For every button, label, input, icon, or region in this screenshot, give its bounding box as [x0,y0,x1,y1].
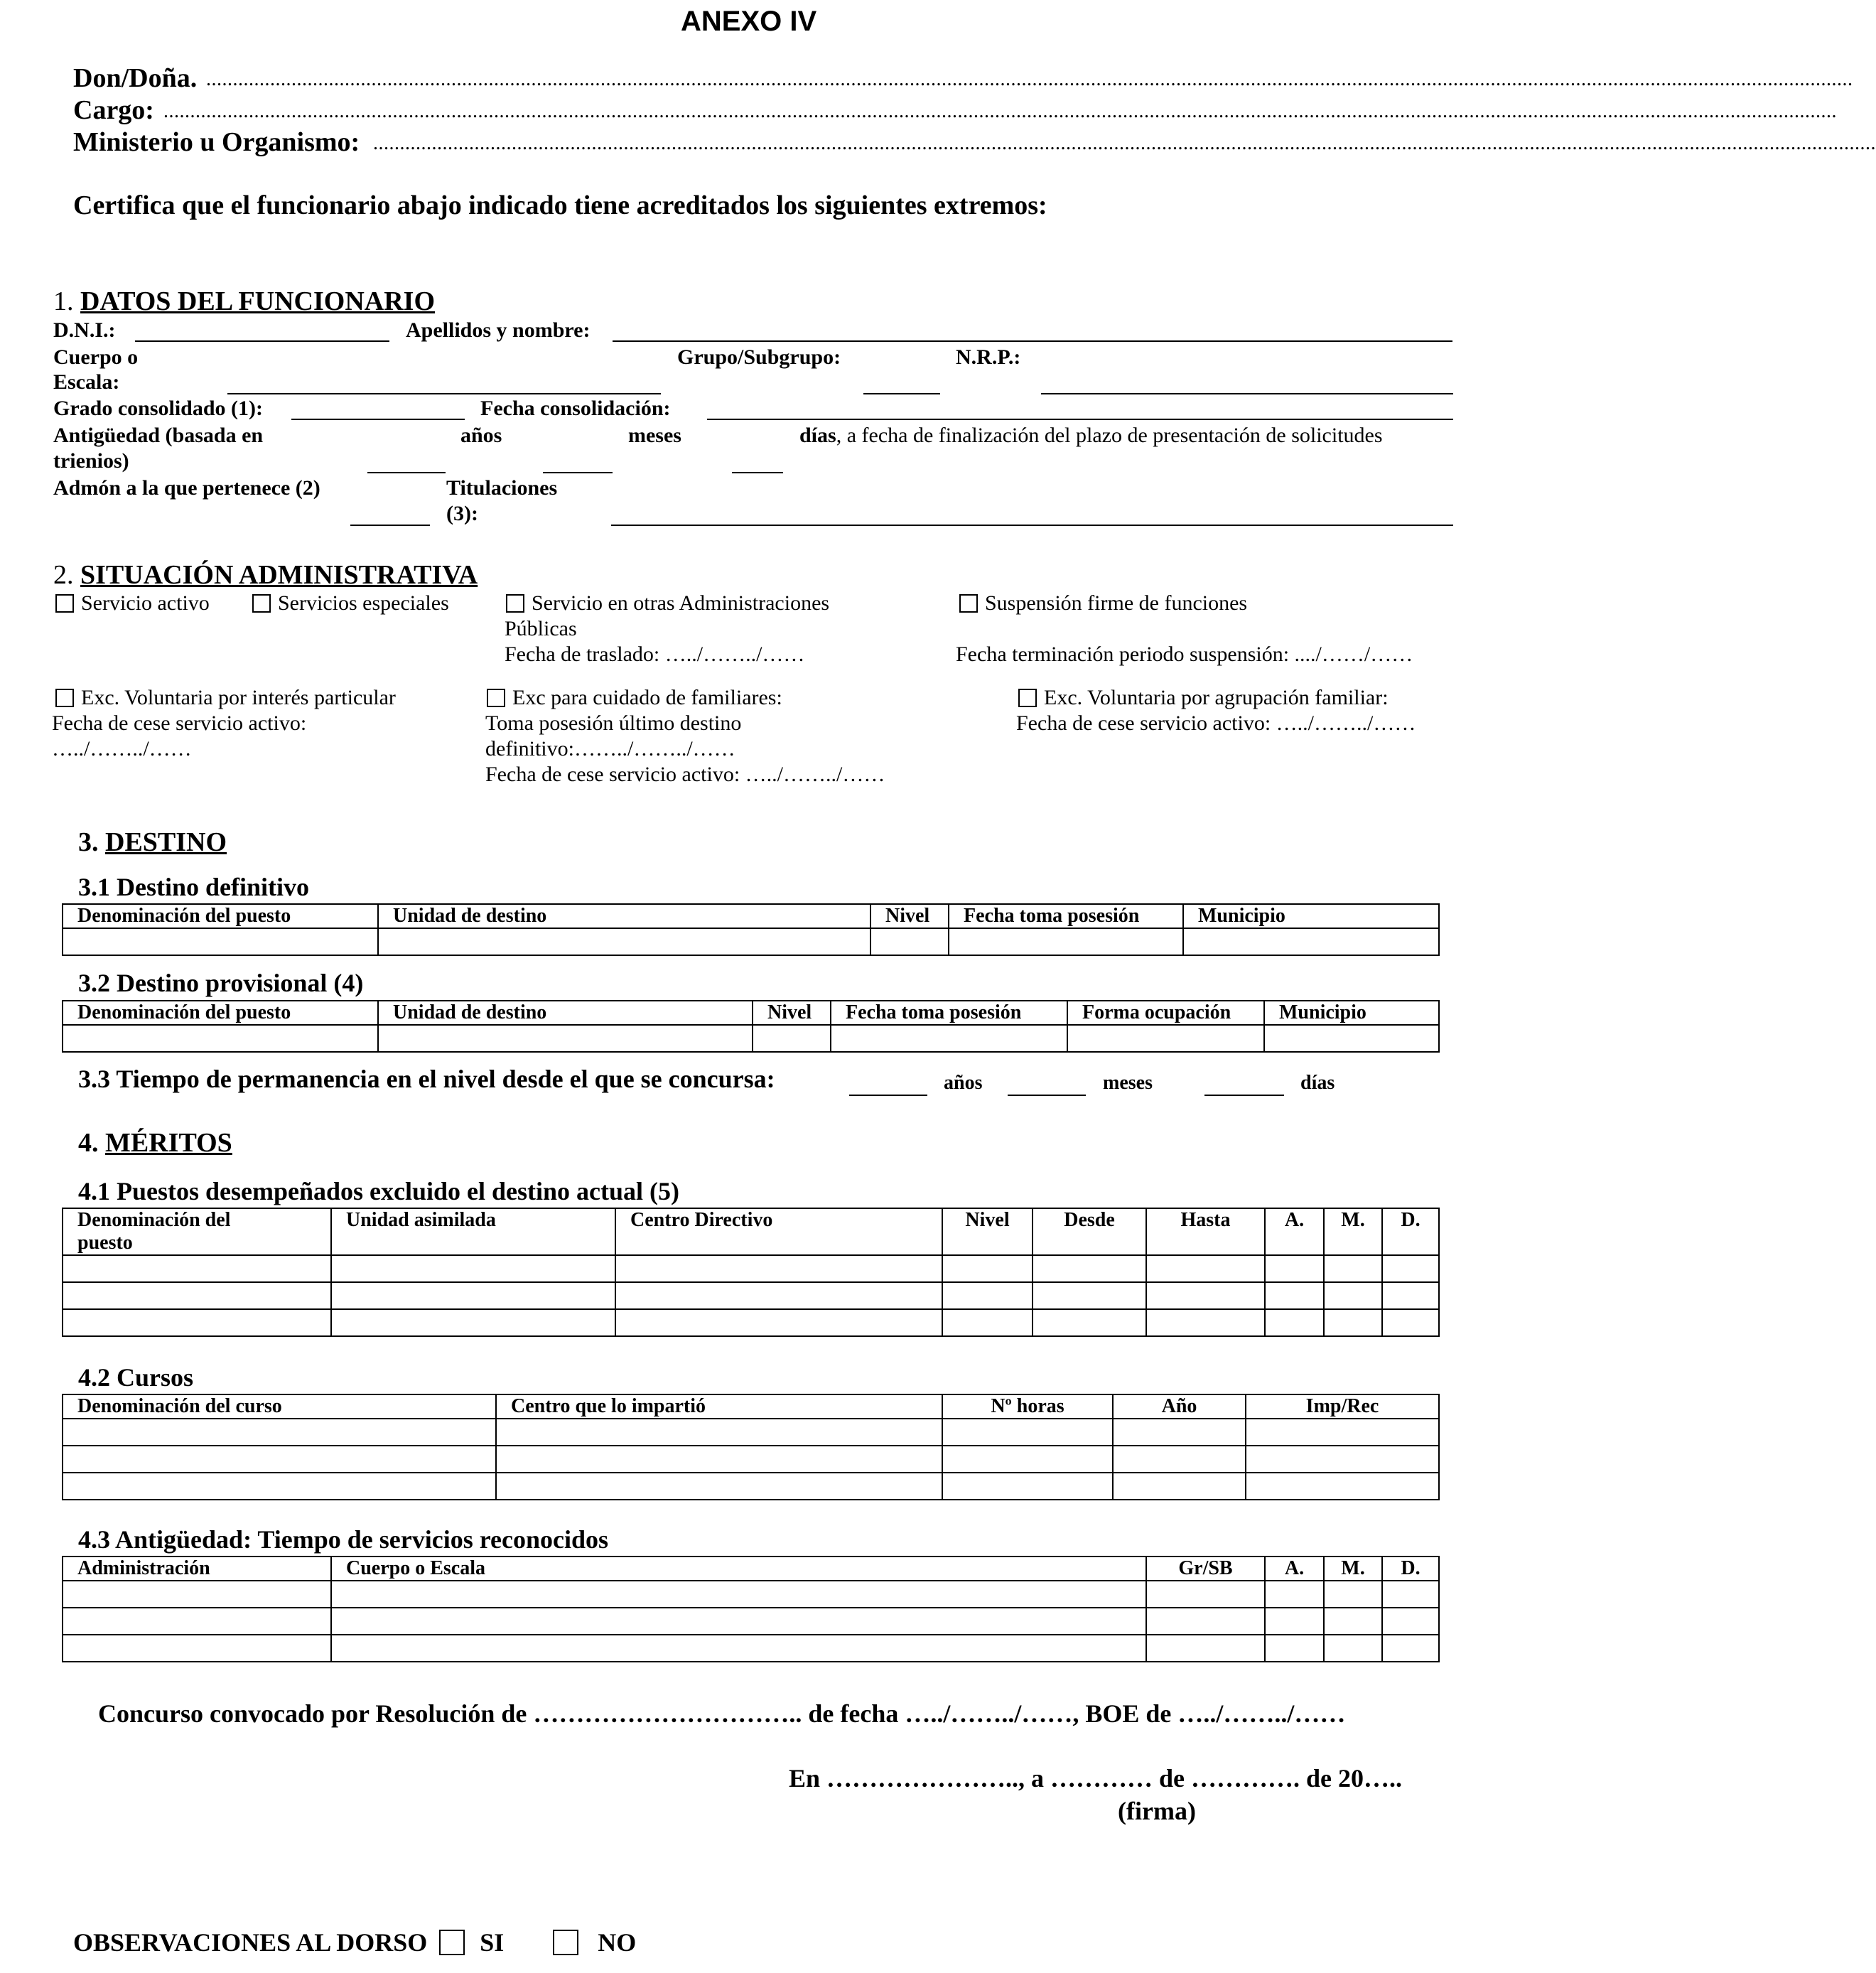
firma-label: (firma) [1118,1797,1196,1825]
table-cell[interactable] [331,1255,615,1282]
table-cell[interactable] [942,1282,1033,1309]
table-cell[interactable] [1382,1635,1439,1662]
column-header: D. [1382,1208,1439,1255]
table-cell[interactable] [942,1473,1113,1500]
table-cell[interactable] [1113,1473,1246,1500]
table-cell[interactable] [331,1581,1146,1608]
don-field[interactable]: ..................................................................................................................................................................................................................................................................................................................... [206,68,1853,90]
column-header: Denominación del puesto [63,1208,331,1255]
table-cell[interactable] [63,1309,331,1336]
table-cell[interactable] [1146,1282,1265,1309]
grado-field[interactable] [291,419,465,420]
titulaciones-label-1: Titulaciones [446,476,558,500]
antiguedad-label-2: trienios) [53,449,129,473]
dias-field[interactable] [732,472,783,473]
table-cell[interactable] [1265,1635,1324,1662]
fecha-cese-2: Fecha de cese servicio activo: …../……../…… [485,763,885,786]
table-cell[interactable] [1265,1255,1324,1282]
column-header: Desde [1033,1208,1146,1255]
column-header: Unidad de destino [378,904,870,928]
puestos-desempenados-heading: 4.1 Puestos desempeñados excluido el destino actual (5) [78,1177,679,1205]
antiguedad-label-1: Antigüedad (basada en [53,424,264,447]
table-cell[interactable] [63,1255,331,1282]
observaciones-label: OBSERVACIONES AL DORSO [73,1928,428,1957]
fecha-traslado: Fecha de traslado: …../……../…… [505,643,805,666]
table-cell[interactable] [942,1309,1033,1336]
table-cell[interactable] [1324,1309,1382,1336]
ministerio-label: Ministerio u Organismo: [73,127,360,157]
cuerpo-label-2: Escala: [53,370,120,394]
option-exc-voluntaria[interactable]: Exc. Voluntaria por interés particular [55,686,396,710]
destino-definitivo-heading: 3.1 Destino definitivo [78,873,310,901]
option-otras-administraciones[interactable]: Servicio en otras Administraciones [506,591,829,615]
cargo-label: Cargo: [73,95,154,125]
column-header: Nº horas [942,1394,1113,1419]
exc-cuidado-checkbox[interactable] [487,689,505,707]
dias-text: días, a fecha de finalización del plazo de presentación de solicitudes [799,424,1383,447]
table-cell[interactable] [331,1608,1146,1635]
permanencia-anos-label: años [944,1072,983,1094]
fecha-suspension: Fecha terminación periodo suspensión: ..../……/…… [956,643,1413,666]
column-header: Cuerpo o Escala [331,1557,1146,1581]
table-cell[interactable] [496,1419,942,1446]
meses-label: meses [628,424,681,447]
cursos-heading: 4.2 Cursos [78,1363,194,1392]
column-header: Denominación del puesto [63,904,378,928]
toma-posesion-1: Toma posesión último destino [485,711,742,735]
grupo-label: Grupo/Subgrupo: [677,345,841,369]
permanencia-label: 3.3 Tiempo de permanencia en el nivel desde el que se concursa: [78,1065,775,1093]
permanencia-dias-field[interactable] [1204,1095,1284,1096]
column-header: Imp/Rec [1246,1394,1439,1419]
column-header: Nivel [942,1208,1033,1255]
table-cell[interactable] [1264,1025,1439,1052]
meses-field[interactable] [543,472,613,473]
table-cell[interactable] [496,1446,942,1473]
observaciones-si-checkbox[interactable] [439,1930,465,1955]
exc-voluntaria-checkbox[interactable] [55,689,74,707]
option-servicio-activo[interactable]: Servicio activo [55,591,210,615]
table-cell[interactable] [1246,1419,1439,1446]
table-cell[interactable] [949,928,1183,955]
table-cell[interactable] [1033,1309,1146,1336]
grado-label: Grado consolidado (1): [53,397,264,420]
table-cell[interactable] [1265,1282,1324,1309]
column-header: Fecha toma posesión [831,1001,1067,1025]
dni-field[interactable] [135,340,389,342]
antiguedad-servicios-table [62,1556,1440,1662]
table-cell[interactable] [378,928,870,955]
table-row [63,1419,1439,1446]
option-suspension[interactable]: Suspensión firme de funciones [959,591,1247,615]
column-header: Nivel [870,904,949,928]
table-cell[interactable] [63,1446,496,1473]
column-header: Denominación del curso [63,1394,496,1419]
suspension-checkbox[interactable] [959,594,978,613]
column-header: Gr/SB [1146,1557,1265,1581]
table-row [63,1608,1439,1635]
table-cell[interactable] [1067,1025,1264,1052]
otras-administraciones-label-2: Públicas [505,617,577,640]
table-cell[interactable] [1246,1473,1439,1500]
section4-heading: 4. MÉRITOS [78,1128,232,1158]
table-cell[interactable] [378,1025,753,1052]
table-cell[interactable] [615,1309,942,1336]
column-header: D. [1382,1557,1439,1581]
permanencia-meses-label: meses [1103,1072,1153,1094]
concurso-line: Concurso convocado por Resolución de ………………………….. de fecha …../……../……, BOE de …../……../…… [98,1699,1346,1728]
otras-administraciones-checkbox[interactable] [506,594,524,613]
dni-label: D.N.I.: [53,318,116,342]
admon-label: Admón a la que pertenece (2) [53,476,320,500]
column-header: M. [1324,1208,1382,1255]
table-cell[interactable] [1382,1608,1439,1635]
table-cell[interactable] [1382,1255,1439,1282]
table-cell[interactable] [1246,1446,1439,1473]
cargo-field[interactable]: .......................................................................................................................................................................................................................................................................................................................... [163,100,1837,122]
option-exc-cuidado[interactable]: Exc para cuidado de familiares: [487,686,782,710]
table-cell[interactable] [1033,1282,1146,1309]
certifica-statement: Certifica que el funcionario abajo indicado tiene acreditados los siguientes extremos: [73,190,1047,220]
table-cell[interactable] [1382,1581,1439,1608]
table-cell[interactable] [331,1635,1146,1662]
fecha-cese-1-label: Fecha de cese servicio activo: [52,711,307,735]
cuerpo-field[interactable] [227,393,661,394]
column-header: Municipio [1264,1001,1439,1025]
table-cell[interactable] [1033,1255,1146,1282]
destino-provisional-heading: 3.2 Destino provisional (4) [78,969,364,997]
column-header: Forma ocupación [1067,1001,1264,1025]
table-cell[interactable] [753,1025,831,1052]
table-cell[interactable] [63,1608,331,1635]
column-header: Municipio [1183,904,1439,928]
table-cell[interactable] [63,1282,331,1309]
table-cell[interactable] [331,1309,615,1336]
grupo-field[interactable] [863,393,940,394]
table-cell[interactable] [63,1581,331,1608]
section2-heading: 2. SITUACIÓN ADMINISTRATIVA [53,560,478,590]
table-cell[interactable] [1324,1282,1382,1309]
observaciones-no-label: NO [598,1928,637,1957]
ministerio-field[interactable]: .......................................................................................................................................................................................................................................................................................... [373,132,1876,154]
column-header: Fecha toma posesión [949,904,1183,928]
table-cell[interactable] [63,1635,331,1662]
servicio-activo-checkbox[interactable] [55,594,74,613]
observaciones-line [73,1928,636,1957]
don-label: Don/Doña. [73,63,198,93]
column-header: A. [1265,1208,1324,1255]
option-servicios-especiales[interactable]: Servicios especiales [252,591,449,615]
table-header-row [63,904,1439,928]
table-cell[interactable] [1146,1255,1265,1282]
table-cell[interactable] [942,1419,1113,1446]
table-row [63,1635,1439,1662]
anos-field[interactable] [367,472,446,473]
page-title: ANEXO IV [681,6,817,37]
column-header: Denominación del puesto [63,1001,378,1025]
table-cell[interactable] [942,1446,1113,1473]
table-cell[interactable] [1382,1309,1439,1336]
table-cell[interactable] [496,1473,942,1500]
column-header: M. [1324,1557,1382,1581]
table-cell[interactable] [1324,1255,1382,1282]
column-header: Año [1113,1394,1246,1419]
section1-heading: 1. DATOS DEL FUNCIONARIO [53,286,436,316]
table-row [63,1446,1439,1473]
column-header: Nivel [753,1001,831,1025]
destino-provisional-table [62,1000,1440,1053]
destino-definitivo-table [62,903,1440,956]
cursos-table [62,1394,1440,1500]
permanencia-anos-field[interactable] [849,1095,927,1096]
table-row [63,928,1439,955]
antiguedad-servicios-heading: 4.3 Antigüedad: Tiempo de servicios reconocidos [78,1525,609,1554]
table-header-row [63,1394,1439,1419]
table-cell[interactable] [1146,1309,1265,1336]
table-cell[interactable] [63,1419,496,1446]
table-cell[interactable] [63,1473,496,1500]
toma-posesion-2: definitivo:……../……../…… [485,737,735,760]
table-row [63,1255,1439,1282]
fecha-cese-3: Fecha de cese servicio activo: …../……../…… [1016,711,1416,735]
permanencia-meses-field[interactable] [1008,1095,1086,1096]
table-cell[interactable] [1265,1309,1324,1336]
table-cell[interactable] [1324,1581,1382,1608]
fecha-cese-1-value: …../……../…… [52,737,192,760]
column-header: A. [1265,1557,1324,1581]
table-cell[interactable] [942,1255,1033,1282]
table-row [63,1282,1439,1309]
fecha-consolidacion-label: Fecha consolidación: [480,397,671,420]
table-cell[interactable] [63,1025,378,1052]
table-header-row [63,1557,1439,1581]
column-header: Hasta [1146,1208,1265,1255]
column-header: Centro que lo impartió [496,1394,942,1419]
section3-heading: 3. DESTINO [78,827,227,857]
table-cell[interactable] [1113,1446,1246,1473]
table-cell[interactable] [1146,1608,1265,1635]
table-cell[interactable] [870,928,949,955]
table-cell[interactable] [1146,1635,1265,1662]
table-cell[interactable] [1146,1581,1265,1608]
column-header: Centro Directivo [615,1208,942,1255]
servicios-especiales-checkbox[interactable] [252,594,271,613]
observaciones-no-checkbox[interactable] [553,1930,578,1955]
table-cell[interactable] [1183,928,1439,955]
column-header: Unidad de destino [378,1001,753,1025]
table-row [63,1473,1439,1500]
table-row [63,1025,1439,1052]
table-cell[interactable] [1382,1282,1439,1309]
nrp-field[interactable] [1041,393,1453,394]
titulaciones-field[interactable] [611,525,1453,526]
table-row [63,1309,1439,1336]
table-cell[interactable] [831,1025,1067,1052]
fecha-consolidacion-field[interactable] [707,419,1453,420]
table-cell[interactable] [1113,1419,1246,1446]
table-header-row [63,1208,1439,1255]
option-exc-agrupacion[interactable]: Exc. Voluntaria por agrupación familiar: [1018,686,1389,710]
column-header: Administración [63,1557,331,1581]
table-header-row [63,1001,1439,1025]
table-row [63,1581,1439,1608]
puestos-desempenados-table [62,1208,1440,1337]
lugar-fecha-line: En ………………….., a ………… de …………. de 20….. [789,1764,1403,1792]
anos-label: años [460,424,502,447]
cuerpo-label-1: Cuerpo o [53,345,139,369]
table-cell[interactable] [1324,1635,1382,1662]
apellidos-field[interactable] [613,340,1452,342]
table-cell[interactable] [1265,1581,1324,1608]
column-header: Unidad asimilada [331,1208,615,1255]
titulaciones-label-2: (3): [446,502,478,525]
table-cell[interactable] [63,928,378,955]
apellidos-label: Apellidos y nombre: [406,318,591,342]
table-cell[interactable] [331,1282,615,1309]
permanencia-dias-label: días [1300,1072,1335,1094]
admon-field[interactable] [350,525,430,526]
table-cell[interactable] [1324,1608,1382,1635]
nrp-label: N.R.P.: [956,345,1021,369]
table-cell[interactable] [1265,1608,1324,1635]
table-cell[interactable] [615,1282,942,1309]
exc-agrupacion-checkbox[interactable] [1018,689,1037,707]
table-cell[interactable] [615,1255,942,1282]
observaciones-si-label: SI [480,1928,505,1957]
